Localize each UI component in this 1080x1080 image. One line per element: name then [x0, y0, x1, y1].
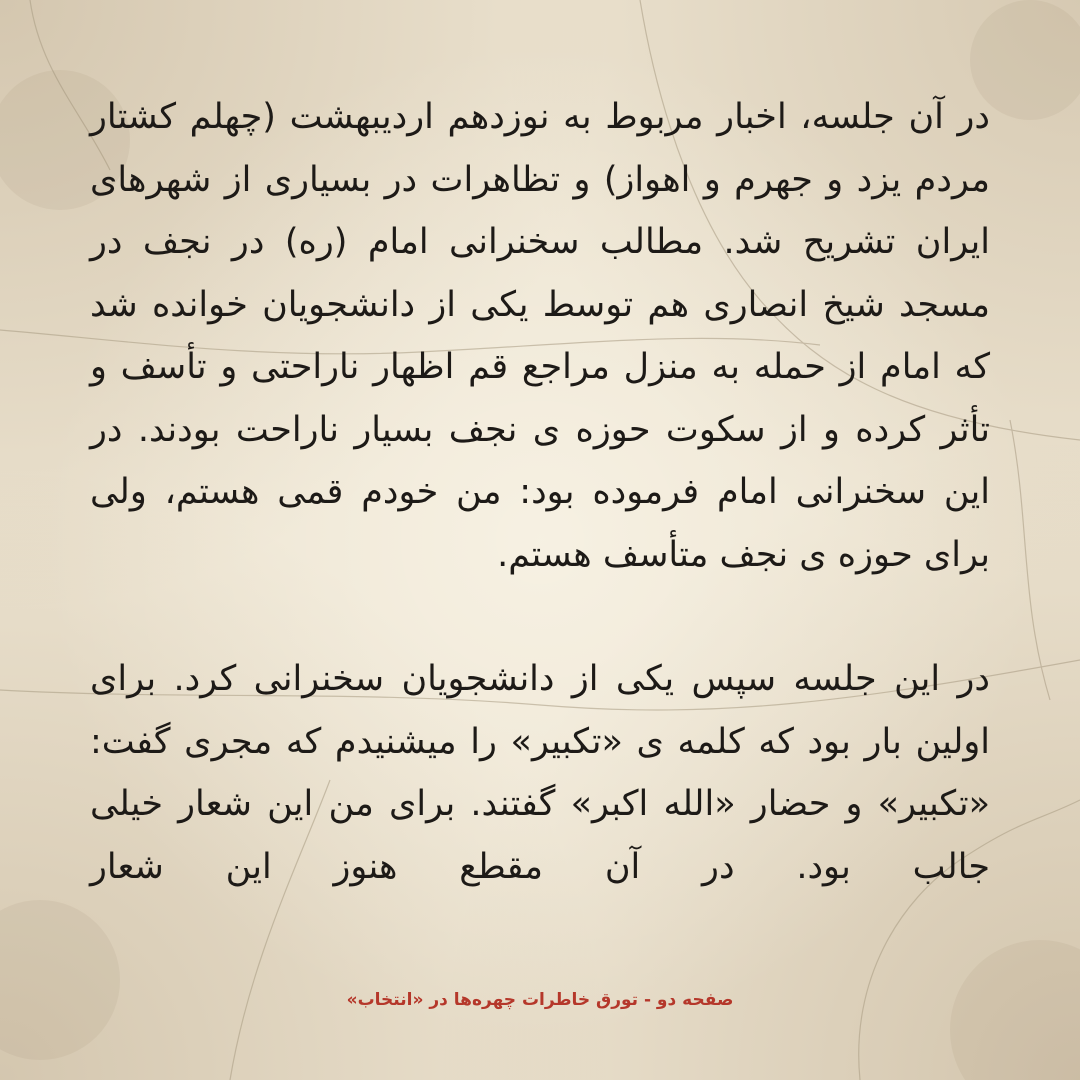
paragraph-1: در آن جلسه، اخبار مربوط به نوزدهم اردیبهشت (چهلم کشتار مردم یزد و جهرم و اهواز) و تظاهرات در بسیاری از شهرهای ایران تشریح شد. مطالب سخنرانی امام (ره) در نجف در مسجد شیخ انصاری هم توسط یکی از دانشجویان خوانده شد که امام از حمله به منزل مراجع قم اظهار ناراحتی و تأسف و تأثر کرده و از سکوت حوزه ی نجف بسیار ناراحت بودند. در این سخنرانی امام فرموده بود: من خودم قمی هستم، ولی برای حوزه ی نجف متأسف هستم.	[90, 97, 990, 575]
paragraph-spacer	[90, 586, 990, 648]
page-footer-caption: صفحه دو - تورق خاطرات چهره‌ها در «انتخاب»	[346, 990, 734, 1010]
paragraph-2: در این جلسه سپس یکی از دانشجویان سخنرانی کرد. برای اولین بار بود که کلمه ی «تکبیر» را میشنیدم که مجری گفت: «تکبیر» و حضار «الله اکبر» گفتند. برای من این شعار خیلی جالب بود. در آن مقطع هنوز این شعار	[90, 659, 990, 887]
article-body	[90, 86, 990, 898]
